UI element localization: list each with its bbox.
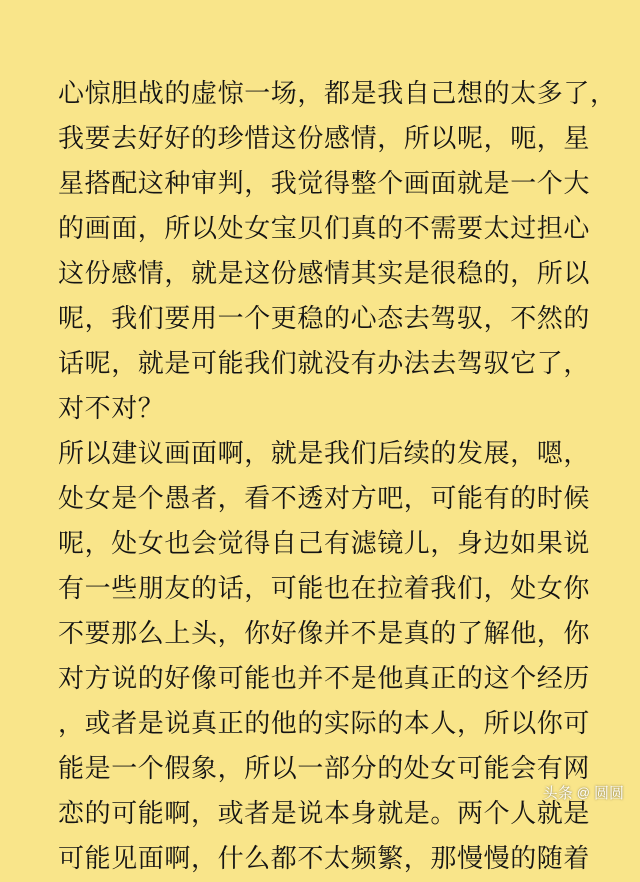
text-line-1: 心惊胆战的虚惊一场，都是我自己想的太多了， [58,79,617,109]
text-line-4: 的画面，所以处女宝贝们真的不需要太过担心 [58,214,591,244]
text-line-11: 呢，处女也会觉得自己有滤镜儿，身边如果说 [58,529,591,559]
text-line-9: 所以建议画面啊，就是我们后续的发展，嗯， [58,439,591,469]
watermark-source: 头条 [542,785,573,802]
text-line-14: 对方说的好像可能也并不是他真正的这个经历 [58,664,591,694]
text-line-16: 能是一个假象，所以一部分的处女可能会有网 [58,754,591,784]
text-line-2: 我要去好好的珍惜这份感情，所以呢，呃，星 [58,124,591,154]
text-line-7: 话呢，就是可能我们就没有办法去驾驭它了， [58,349,591,379]
text-line-18: 可能见面啊，什么都不太频繁，那慢慢的随着 [58,844,591,874]
text-line-10: 处女是个愚者，看不透对方吧，可能有的时候 [58,484,591,514]
watermark-author: 圆圆 [593,785,624,802]
watermark [543,782,624,803]
text-line-15: ，或者是说真正的他的实际的本人，所以你可 [58,709,591,739]
text-line-12: 有一些朋友的话，可能也在拉着我们，处女你 [58,574,591,604]
text-line-13: 不要那么上头，你好像并不是真的了解他，你 [58,619,591,649]
text-line-8: 对不对？ [58,394,165,424]
text-line-3: 星搭配这种审判，我觉得整个画面就是一个大 [58,169,591,199]
text-line-6: 呢，我们要用一个更稳的心态去驾驭，不然的 [58,304,591,334]
text-line-17: 恋的可能啊，或者是说本身就是。两个人就是 [58,799,591,829]
watermark-separator: @ [576,785,590,800]
text-line-5: 这份感情，就是这份感情其实是很稳的，所以 [58,259,591,289]
